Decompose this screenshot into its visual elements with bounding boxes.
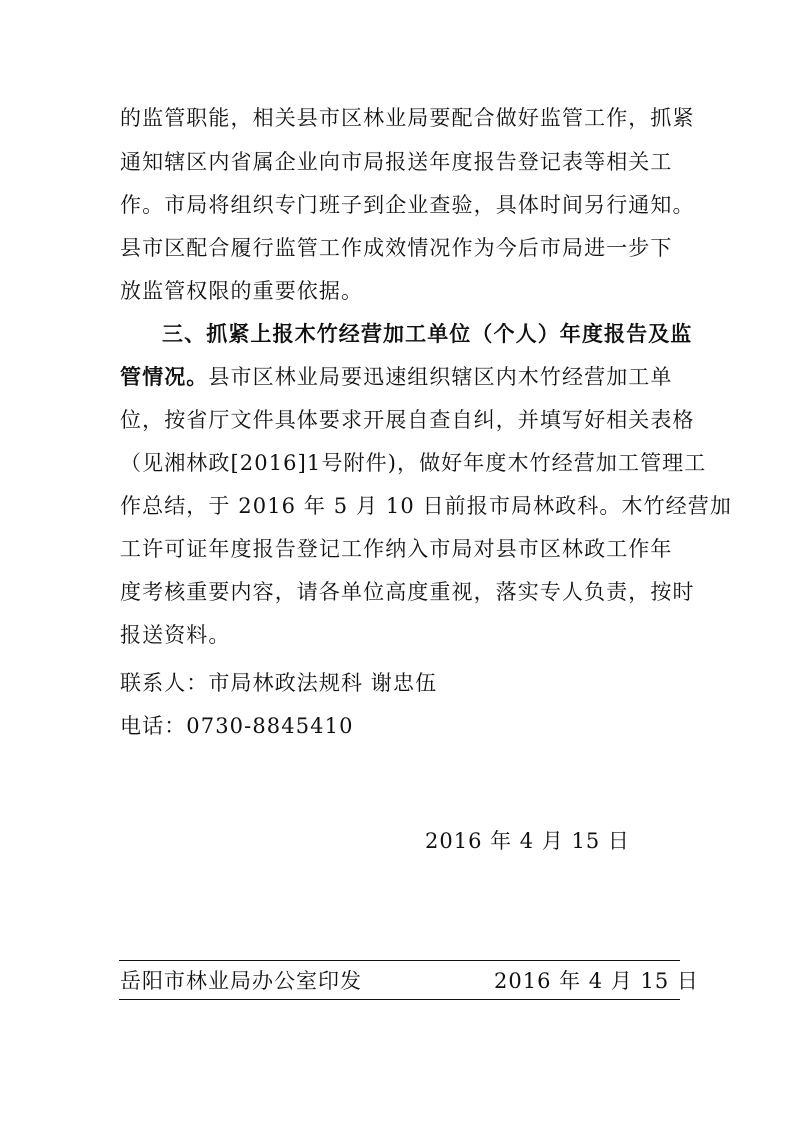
section-3-line-5: 作总结，于 2016 年 5 月 10 日前报市局林政科。木竹经营加 bbox=[120, 494, 732, 518]
section-3-line-7: 度考核重要内容，请各单位高度重视，落实专人负责，按时 bbox=[120, 580, 695, 604]
paragraph-1-line-4: 县市区配合履行监管工作成效情况作为今后市局进一步下 bbox=[120, 236, 673, 260]
footer-issuer: 岳阳市林业局办公室印发 bbox=[120, 969, 362, 993]
section-3-line-3: 位，按省厅文件具体要求开展自查自纠，并填写好相关表格 bbox=[120, 408, 695, 432]
section-3-line-8: 报送资料。 bbox=[120, 623, 231, 647]
footer-bottom-rule bbox=[119, 999, 680, 1000]
contact-person: 联系人：市局林政法规科 谢忠伍 bbox=[120, 671, 438, 695]
paragraph-1-line-1: 的监管职能，相关县市区林业局要配合做好监管工作，抓紧 bbox=[120, 106, 695, 130]
signature-date: 2016 年 4 月 15 日 bbox=[425, 829, 630, 853]
paragraph-1-line-2: 通知辖区内省属企业向市局报送年度报告登记表等相关工 bbox=[120, 150, 673, 174]
section-3-line-2-text: 县市区林业局要迅速组织辖区内木竹经营加工单 bbox=[208, 365, 673, 389]
footer-top-rule bbox=[119, 960, 680, 961]
contact-phone: 电话：0730-8845410 bbox=[120, 714, 354, 738]
section-3-heading-part-2: 管情况。 bbox=[120, 364, 209, 389]
section-3-line-6: 工许可证年度报告登记工作纳入市局对县市区林政工作年 bbox=[120, 537, 673, 561]
section-3-heading-line-1 bbox=[120, 320, 693, 348]
section-3-line-4: （见湘林政[2016]1号附件)，做好年度木竹经营加工管理工 bbox=[120, 451, 707, 475]
section-3-heading-part-1: 三、抓紧上报木竹经营加工单位（个人）年度报告及监 bbox=[162, 321, 693, 346]
paragraph-1-line-3: 作。市局将组织专门班子到企业查验，具体时间另行通知。 bbox=[120, 193, 695, 217]
footer-date: 2016 年 4 月 15 日 bbox=[494, 969, 699, 993]
section-3-line-2 bbox=[120, 363, 680, 391]
paragraph-1-line-5: 放监管权限的重要依据。 bbox=[120, 279, 364, 303]
